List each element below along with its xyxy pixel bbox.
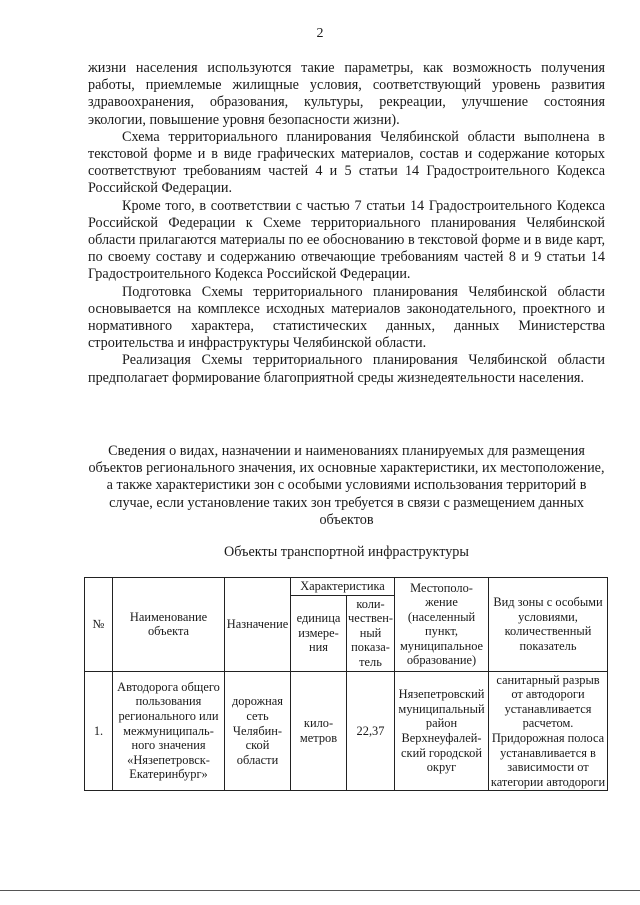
header-purpose: Назначение <box>225 578 291 672</box>
table-header-row <box>85 578 608 596</box>
body-text <box>88 60 605 387</box>
cell-number: 1. <box>85 671 113 791</box>
page-number: 2 <box>316 26 324 41</box>
table-caption: Объекты транспортной инфраструктуры <box>224 544 469 560</box>
paragraph: Схема территориального планирования Челябинской области выполнена в текстовой форме и в виде графических материалов, состав и содержание которых соответствуют требованиям частей 4 и 5 статьи 14 Градостроительного Кодекса Российской Федерации. <box>88 128 605 197</box>
paragraph: жизни населения используются такие параметры, как возможность получения работы, приемлемые жилищные условия, соответствующий уровень развития здравоохранения, образования, культуры, рекреации, улучшение состояния экологии, повышение уровня безопасности жизни). <box>88 60 605 128</box>
header-number: № <box>85 578 113 672</box>
header-characteristic: Характеристика <box>291 578 395 596</box>
section-heading: Сведения о видах, назначении и наименованиях планируемых для размещения объектов регионального значения, их основные характеристики, их местоположение, а также характеристики зон с особыми условиями использования территорий в случае, если установление таких зон требуется в связи с размещением данных объектов <box>88 443 605 528</box>
header-unit: единица измере-ния <box>291 595 347 671</box>
paragraph: Реализация Схемы территориального планирования Челябинской области предполагает формирование благоприятной среды жизнедеятельности населения. <box>88 352 605 386</box>
paragraph: Кроме того, в соответствии с частью 7 статьи 14 Градостроительного Кодекса Российской Федерации к Схеме территориального планирования Челябинской области прилагаются материалы по ее обоснованию в текстовой форме и в виде карт, по своему составу и содержанию отвечающие требованиям частей 8 и 9 статьи 14 Градостроительного Кодекса Российской Федерации. <box>88 197 605 283</box>
cell-quantity: 22,37 <box>347 671 395 791</box>
paragraph: Подготовка Схемы территориального планирования Челябинской области основывается на комплексе исходных материалов законодательного, проектного и нормативного характера, статистических данных, данных Министерства строительства и инфраструктуры Челябинской области. <box>88 283 605 352</box>
table-row <box>85 671 608 791</box>
header-location: Местополо-жение (населенный пункт, муниципальное образование) <box>395 578 489 672</box>
cell-unit: кило-метров <box>291 671 347 791</box>
cell-zone: санитарный разрыв от автодороги устанавливается расчетом. Придорожная полоса устанавливается в зависимости от категории автодороги <box>489 671 608 791</box>
cell-name: Автодорога общего пользования регионального или межмуниципаль-ного значения «Нязепетровск-Екатеринбург» <box>113 671 225 791</box>
header-zone: Вид зоны с особыми условиями, количественный показатель <box>489 578 608 672</box>
transport-infrastructure-table <box>84 577 608 791</box>
header-quantity: коли-чествен-ный показа-тель <box>347 595 395 671</box>
cell-purpose: дорожная сеть Челябин-ской области <box>225 671 291 791</box>
cell-location: Нязепетровский муниципальный район Верхнеуфалей-ский городской округ <box>395 671 489 791</box>
page-bottom-divider <box>0 890 640 891</box>
header-name: Наименование объекта <box>113 578 225 672</box>
